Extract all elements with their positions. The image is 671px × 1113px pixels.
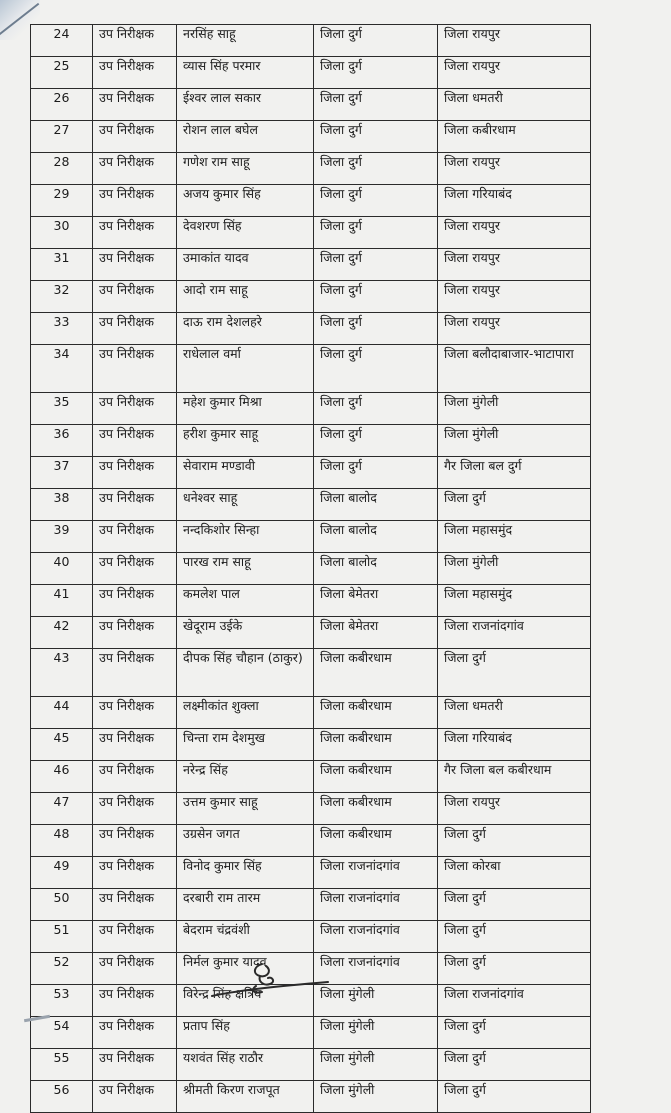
table-row [31, 825, 591, 857]
officer-name-cell: व्यास सिंह परमार [177, 57, 314, 89]
table-row [31, 521, 591, 553]
table-row [31, 649, 591, 697]
serial-number-cell: 42 [31, 617, 93, 649]
new-posting-cell: जिला दुर्ग [438, 489, 591, 521]
current-posting-cell: जिला बेमेतरा [314, 617, 438, 649]
officer-name-cell: लक्ष्मीकांत शुक्ला [177, 697, 314, 729]
rank-cell: उप निरीक्षक [93, 57, 177, 89]
serial-number-cell: 47 [31, 793, 93, 825]
rank-cell: उप निरीक्षक [93, 697, 177, 729]
rank-cell: उप निरीक्षक [93, 121, 177, 153]
table-row [31, 153, 591, 185]
rank-cell: उप निरीक्षक [93, 825, 177, 857]
serial-number-cell: 53 [31, 985, 93, 1017]
table-row [31, 489, 591, 521]
officer-name-cell: कमलेश पाल [177, 585, 314, 617]
table-row [31, 921, 591, 953]
officer-name-cell: ईश्वर लाल सकार [177, 89, 314, 121]
serial-number-cell: 48 [31, 825, 93, 857]
new-posting-cell: जिला दुर्ग [438, 825, 591, 857]
new-posting-cell: गैर जिला बल दुर्ग [438, 457, 591, 489]
new-posting-cell: जिला रायपुर [438, 249, 591, 281]
new-posting-cell: जिला दुर्ग [438, 1081, 591, 1113]
current-posting-cell: जिला दुर्ग [314, 457, 438, 489]
new-posting-cell: जिला बलौदाबाजार-भाटापारा [438, 345, 591, 393]
serial-number-cell: 49 [31, 857, 93, 889]
current-posting-cell: जिला कबीरधाम [314, 697, 438, 729]
table-row [31, 1081, 591, 1113]
officer-name-cell: विनोद कुमार सिंह [177, 857, 314, 889]
serial-number-cell: 31 [31, 249, 93, 281]
serial-number-cell: 39 [31, 521, 93, 553]
rank-cell: उप निरीक्षक [93, 393, 177, 425]
new-posting-cell: जिला दुर्ग [438, 1049, 591, 1081]
current-posting-cell: जिला दुर्ग [314, 121, 438, 153]
serial-number-cell: 29 [31, 185, 93, 217]
signature [210, 956, 340, 1016]
rank-cell: उप निरीक्षक [93, 457, 177, 489]
current-posting-cell: जिला बालोद [314, 521, 438, 553]
current-posting-cell: जिला राजनांदगांव [314, 953, 438, 985]
table-row [31, 617, 591, 649]
officer-name-cell: गणेश राम साहू [177, 153, 314, 185]
rank-cell: उप निरीक्षक [93, 617, 177, 649]
new-posting-cell: जिला दुर्ग [438, 889, 591, 921]
current-posting-cell: जिला कबीरधाम [314, 793, 438, 825]
current-posting-cell: जिला राजनांदगांव [314, 921, 438, 953]
current-posting-cell: जिला मुंगेली [314, 1017, 438, 1049]
table-row [31, 585, 591, 617]
table-row [31, 393, 591, 425]
new-posting-cell: जिला महासमुंद [438, 521, 591, 553]
table-row [31, 553, 591, 585]
table-row [31, 857, 591, 889]
rank-cell: उप निरीक्षक [93, 281, 177, 313]
officer-name-cell: उत्तम कुमार साहू [177, 793, 314, 825]
serial-number-cell: 36 [31, 425, 93, 457]
rank-cell: उप निरीक्षक [93, 953, 177, 985]
serial-number-cell: 25 [31, 57, 93, 89]
rank-cell: उप निरीक्षक [93, 345, 177, 393]
officer-name-cell: उमाकांत यादव [177, 249, 314, 281]
serial-number-cell: 24 [31, 25, 93, 57]
rank-cell: उप निरीक्षक [93, 425, 177, 457]
rank-cell: उप निरीक्षक [93, 1049, 177, 1081]
officer-name-cell: श्रीमती किरण राजपूत [177, 1081, 314, 1113]
new-posting-cell: जिला रायपुर [438, 217, 591, 249]
rank-cell: उप निरीक्षक [93, 889, 177, 921]
officer-name-cell: धनेश्वर साहू [177, 489, 314, 521]
table-row [31, 793, 591, 825]
officer-name-cell: महेश कुमार मिश्रा [177, 393, 314, 425]
table-row [31, 249, 591, 281]
current-posting-cell: जिला दुर्ग [314, 25, 438, 57]
table-row [31, 25, 591, 57]
serial-number-cell: 34 [31, 345, 93, 393]
serial-number-cell: 28 [31, 153, 93, 185]
officer-name-cell: बेदराम चंद्रवंशी [177, 921, 314, 953]
serial-number-cell: 37 [31, 457, 93, 489]
table-row [31, 57, 591, 89]
officer-name-cell: प्रताप सिंह [177, 1017, 314, 1049]
officer-name-cell: आदो राम साहू [177, 281, 314, 313]
current-posting-cell: जिला दुर्ग [314, 425, 438, 457]
rank-cell: उप निरीक्षक [93, 153, 177, 185]
new-posting-cell: जिला महासमुंद [438, 585, 591, 617]
current-posting-cell: जिला दुर्ग [314, 57, 438, 89]
officer-name-cell: रोशन लाल बघेल [177, 121, 314, 153]
new-posting-cell: जिला रायपुर [438, 57, 591, 89]
table-row [31, 697, 591, 729]
new-posting-cell: जिला दुर्ग [438, 953, 591, 985]
officer-name-cell: नन्दकिशोर सिन्हा [177, 521, 314, 553]
current-posting-cell: जिला बालोद [314, 553, 438, 585]
new-posting-cell: जिला धमतरी [438, 697, 591, 729]
current-posting-cell: जिला राजनांदगांव [314, 857, 438, 889]
rank-cell: उप निरीक्षक [93, 585, 177, 617]
rank-cell: उप निरीक्षक [93, 521, 177, 553]
serial-number-cell: 40 [31, 553, 93, 585]
serial-number-cell: 30 [31, 217, 93, 249]
officer-name-cell: राधेलाल वर्मा [177, 345, 314, 393]
rank-cell: उप निरीक्षक [93, 921, 177, 953]
rank-cell: उप निरीक्षक [93, 313, 177, 345]
serial-number-cell: 52 [31, 953, 93, 985]
serial-number-cell: 43 [31, 649, 93, 697]
current-posting-cell: जिला बेमेतरा [314, 585, 438, 617]
serial-number-cell: 46 [31, 761, 93, 793]
officer-name-cell: दरबारी राम तारम [177, 889, 314, 921]
table-row [31, 1049, 591, 1081]
serial-number-cell: 50 [31, 889, 93, 921]
new-posting-cell: जिला दुर्ग [438, 1017, 591, 1049]
new-posting-cell: जिला रायपुर [438, 25, 591, 57]
serial-number-cell: 26 [31, 89, 93, 121]
serial-number-cell: 33 [31, 313, 93, 345]
current-posting-cell: जिला मुंगेली [314, 1049, 438, 1081]
table-row [31, 121, 591, 153]
serial-number-cell: 27 [31, 121, 93, 153]
current-posting-cell: जिला दुर्ग [314, 345, 438, 393]
officer-name-cell: उग्रसेन जगत [177, 825, 314, 857]
new-posting-cell: जिला रायपुर [438, 281, 591, 313]
current-posting-cell: जिला दुर्ग [314, 249, 438, 281]
serial-number-cell: 51 [31, 921, 93, 953]
officer-name-cell: दाऊ राम देशलहरे [177, 313, 314, 345]
table-row [31, 425, 591, 457]
current-posting-cell: जिला कबीरधाम [314, 761, 438, 793]
serial-number-cell: 56 [31, 1081, 93, 1113]
serial-number-cell: 44 [31, 697, 93, 729]
current-posting-cell: जिला दुर्ग [314, 281, 438, 313]
table-row [31, 345, 591, 393]
serial-number-cell: 41 [31, 585, 93, 617]
rank-cell: उप निरीक्षक [93, 553, 177, 585]
table-body [31, 25, 591, 1113]
rank-cell: उप निरीक्षक [93, 985, 177, 1017]
current-posting-cell: जिला दुर्ग [314, 185, 438, 217]
new-posting-cell: जिला दुर्ग [438, 649, 591, 697]
rank-cell: उप निरीक्षक [93, 185, 177, 217]
new-posting-cell: जिला गरियाबंद [438, 729, 591, 761]
new-posting-cell: जिला राजनांदगांव [438, 985, 591, 1017]
new-posting-cell: जिला दुर्ग [438, 921, 591, 953]
current-posting-cell: जिला कबीरधाम [314, 729, 438, 761]
serial-number-cell: 45 [31, 729, 93, 761]
rank-cell: उप निरीक्षक [93, 649, 177, 697]
officer-name-cell: चिन्ता राम देशमुख [177, 729, 314, 761]
current-posting-cell: जिला दुर्ग [314, 313, 438, 345]
current-posting-cell: जिला बालोद [314, 489, 438, 521]
officer-name-cell: अजय कुमार सिंह [177, 185, 314, 217]
table-row [31, 185, 591, 217]
table-row [31, 457, 591, 489]
new-posting-cell: जिला मुंगेली [438, 553, 591, 585]
officer-name-cell: देवशरण सिंह [177, 217, 314, 249]
current-posting-cell: जिला मुंगेली [314, 1081, 438, 1113]
transfer-list-table [30, 24, 591, 1113]
rank-cell: उप निरीक्षक [93, 25, 177, 57]
table-row [31, 761, 591, 793]
current-posting-cell: जिला कबीरधाम [314, 825, 438, 857]
officer-name-cell: यशवंत सिंह राठौर [177, 1049, 314, 1081]
rank-cell: उप निरीक्षक [93, 1081, 177, 1113]
rank-cell: उप निरीक्षक [93, 761, 177, 793]
new-posting-cell: जिला रायपुर [438, 313, 591, 345]
rank-cell: उप निरीक्षक [93, 729, 177, 761]
table-row [31, 1017, 591, 1049]
rank-cell: उप निरीक्षक [93, 489, 177, 521]
officer-name-cell: सेवाराम मण्डावी [177, 457, 314, 489]
officer-name-cell: खेदूराम उईके [177, 617, 314, 649]
new-posting-cell: जिला कोरबा [438, 857, 591, 889]
new-posting-cell: जिला कबीरधाम [438, 121, 591, 153]
officer-name-cell: नरसिंह साहू [177, 25, 314, 57]
rank-cell: उप निरीक्षक [93, 249, 177, 281]
current-posting-cell: जिला राजनांदगांव [314, 889, 438, 921]
new-posting-cell: गैर जिला बल कबीरधाम [438, 761, 591, 793]
officer-name-cell: विरेन्द्र सिंह क्षत्रिय [177, 985, 314, 1017]
serial-number-cell: 55 [31, 1049, 93, 1081]
rank-cell: उप निरीक्षक [93, 217, 177, 249]
serial-number-cell: 35 [31, 393, 93, 425]
officer-name-cell: पारख राम साहू [177, 553, 314, 585]
current-posting-cell: जिला दुर्ग [314, 89, 438, 121]
table-row [31, 313, 591, 345]
officer-name-cell: दीपक सिंह चौहान (ठाकुर) [177, 649, 314, 697]
rank-cell: उप निरीक्षक [93, 1017, 177, 1049]
rank-cell: उप निरीक्षक [93, 89, 177, 121]
current-posting-cell: जिला दुर्ग [314, 153, 438, 185]
rank-cell: उप निरीक्षक [93, 793, 177, 825]
new-posting-cell: जिला धमतरी [438, 89, 591, 121]
current-posting-cell: जिला दुर्ग [314, 393, 438, 425]
current-posting-cell: जिला कबीरधाम [314, 649, 438, 697]
new-posting-cell: जिला मुंगेली [438, 425, 591, 457]
table-row [31, 889, 591, 921]
new-posting-cell: जिला रायपुर [438, 793, 591, 825]
officer-name-cell: नरेन्द्र सिंह [177, 761, 314, 793]
officer-name-cell: हरीश कुमार साहू [177, 425, 314, 457]
serial-number-cell: 32 [31, 281, 93, 313]
serial-number-cell: 38 [31, 489, 93, 521]
officer-name-cell: निर्मल कुमार यादव [177, 953, 314, 985]
table-row [31, 217, 591, 249]
rank-cell: उप निरीक्षक [93, 857, 177, 889]
current-posting-cell: जिला दुर्ग [314, 217, 438, 249]
current-posting-cell: जिला मुंगेली [314, 985, 438, 1017]
table-row [31, 281, 591, 313]
serial-number-cell: 54 [31, 1017, 93, 1049]
new-posting-cell: जिला मुंगेली [438, 393, 591, 425]
new-posting-cell: जिला गरियाबंद [438, 185, 591, 217]
table-row [31, 89, 591, 121]
table-row [31, 729, 591, 761]
new-posting-cell: जिला राजनांदगांव [438, 617, 591, 649]
new-posting-cell: जिला रायपुर [438, 153, 591, 185]
